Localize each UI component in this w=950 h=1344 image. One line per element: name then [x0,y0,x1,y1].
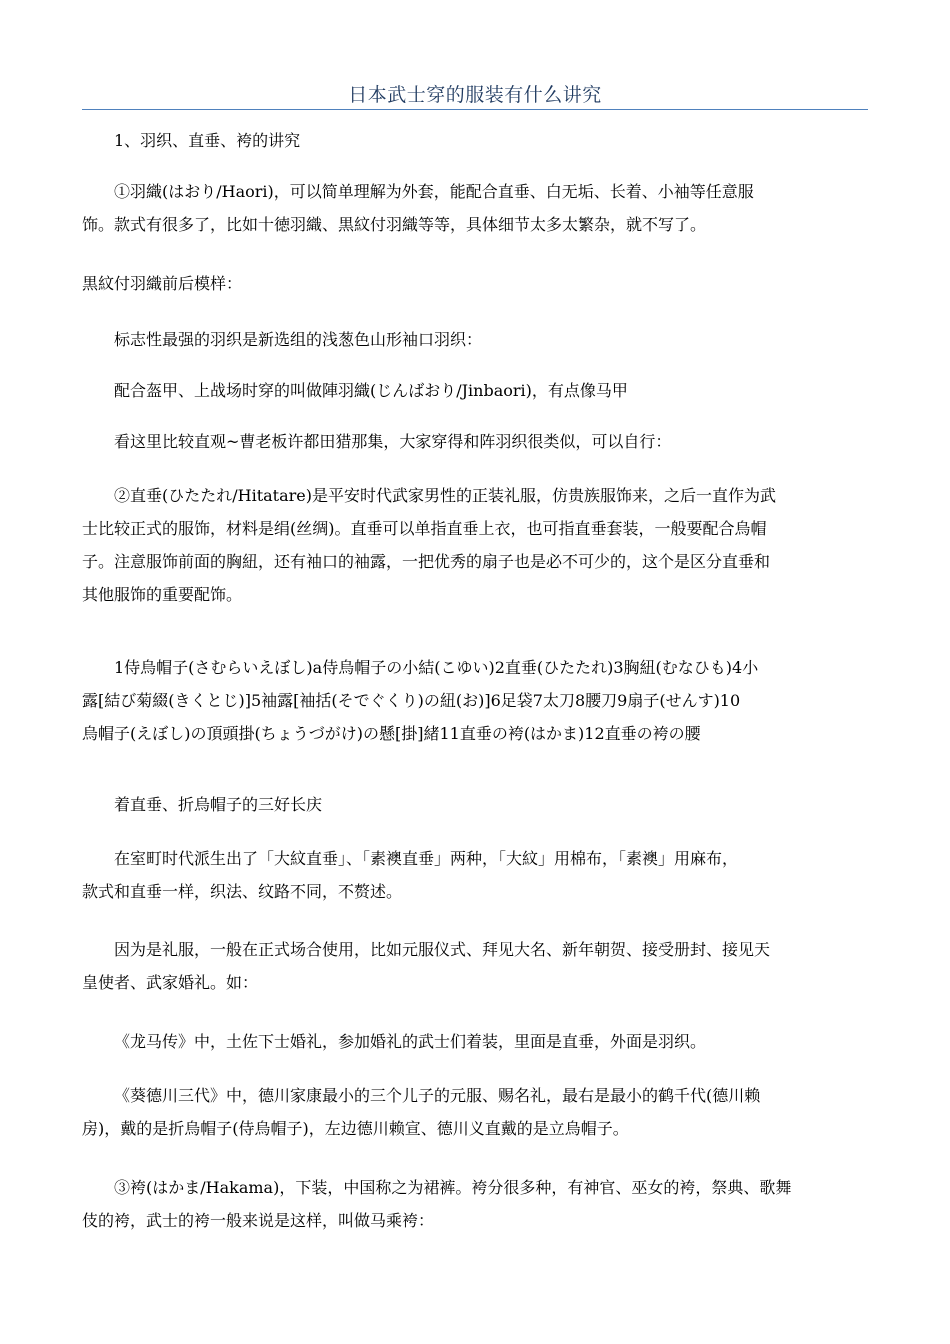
paragraph-section-heading [82,124,870,157]
paragraph-reference [82,425,870,458]
paragraph-hitatare-legend [82,651,870,750]
paragraph-jinbaori [82,374,870,407]
paragraph-ryomaden [82,1025,870,1058]
text-line: ③袴(はかま/Hakama)，下装，中国称之为裙裤。袴分很多种，有神官、巫女的袴，祭典、歌舞 [114,1178,792,1197]
title-underline [82,109,868,110]
paragraph-aoi-tokugawa [82,1079,870,1145]
text-line: 配合盔甲、上战场时穿的叫做陣羽織(じんばおり/Jinbaori)，有点像马甲 [114,381,628,400]
text-line: 《葵德川三代》中，德川家康最小的三个儿子的元服、赐名礼，最右是最小的鹤千代(德川赖 [114,1086,761,1105]
text-line: ②直垂(ひたたれ/Hitatare)是平安时代武家男性的正装礼服，仿贵族服饰来，之后一直作为武 [114,486,777,505]
paragraph-shinsengumi [82,323,870,356]
text-line: 士比较正式的服饰，材料是绢(丝绸)。直垂可以单指直垂上衣，也可指直垂套装，一般要配合烏帽 [82,519,767,538]
text-line: 《龙马传》中，土佐下士婚礼，参加婚礼的武士们着装，里面是直垂，外面是羽织。 [114,1032,707,1051]
text-line: 款式和直垂一样，织法、纹路不同，不赘述。 [82,882,403,901]
text-line: 皇使者、武家婚礼。如： [82,973,259,992]
text-line: 其他服饰的重要配饰。 [82,585,243,604]
text-line: 标志性最强的羽织是新选组的浅葱色山形袖口羽织： [114,330,483,349]
paragraph-miyoshi [82,788,870,821]
paragraph-kuromontsuki [82,267,870,300]
text-line: 露[結び菊綴(きくとじ)]5袖露[袖括(そでぐくり)の紐(お)]6足袋7太刀8腰刀9扇子(せんす)10 [82,691,741,710]
text-line: 在室町时代派生出了「大紋直垂」、「素襖直垂」两种，「大紋」用棉布，「素襖」用麻布， [114,849,739,868]
text-line: 子。注意服饰前面的胸紐，还有袖口的袖露，一把优秀的扇子也是必不可少的，这个是区分直垂和 [82,552,771,571]
text-line: 1侍烏帽子(さむらいえぼし)a侍烏帽子の小結(こゆい)2直垂(ひたたれ)3胸紐(むなひも)4小 [114,658,759,677]
paragraph-hitatare [82,479,870,611]
paragraph-daimon-suou [82,842,870,908]
text-line: 黒紋付羽織前后模样： [82,274,243,293]
text-line: 烏帽子(えぼし)の頂頭掛(ちょうづがけ)の懸[掛]緒11直垂の袴(はかま)12直垂の袴の腰 [82,724,701,743]
text-line: ①羽織(はおり/Haori)，可以简单理解为外套，能配合直垂、白无垢、长着、小袖等任意服 [114,182,754,201]
text-line: 伎的袴，武士的袴一般来说是这样，叫做马乘袴： [82,1211,435,1230]
page-title: 日本武士穿的服装有什么讲究 [348,84,602,106]
text-line: 1、羽织、直垂、袴的讲究 [114,131,301,150]
text-line: 着直垂、折烏帽子的三好长庆 [114,795,323,814]
paragraph-ceremonial-use [82,933,870,999]
paragraph-hakama [82,1171,870,1237]
text-line: 看这里比较直观~曹老板许都田猎那集，大家穿得和阵羽织很类似，可以自行： [114,432,672,451]
paragraph-haori [82,175,870,241]
text-line: 因为是礼服，一般在正式场合使用，比如元服仪式、拜见大名、新年朝贺、接受册封、接见天 [114,940,771,959]
text-line: 饰。款式有很多了，比如十徳羽織、黒紋付羽織等等，具体细节太多太繁杂，就不写了。 [82,215,707,234]
text-line: 房)，戴的是折烏帽子(侍烏帽子)，左边德川赖宣、德川义直戴的是立烏帽子。 [82,1119,629,1138]
